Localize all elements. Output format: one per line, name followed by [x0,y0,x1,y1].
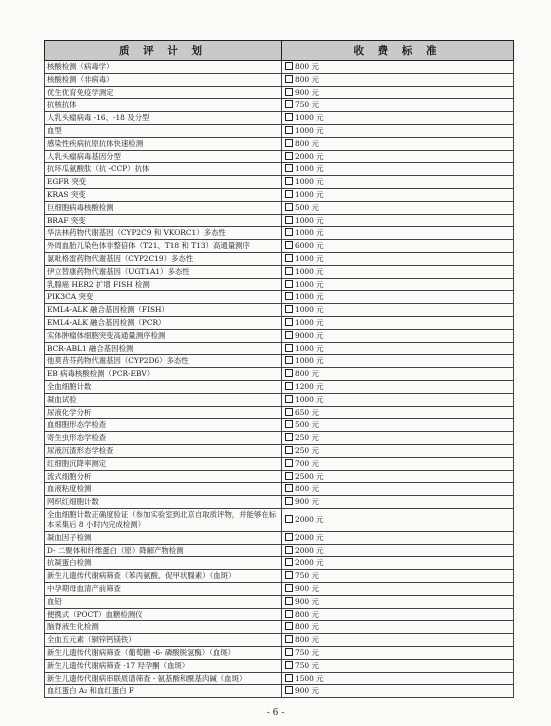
table-row [45,583,514,596]
fee-amount: 2000 元 [295,545,324,555]
fee-cell [282,61,514,74]
checkbox-icon[interactable] [285,318,293,326]
checkbox-icon[interactable] [285,484,293,492]
fee-cell [282,278,514,291]
fee-amount: 900 元 [295,584,319,594]
fee-cell [282,595,514,608]
checkbox-icon[interactable] [285,356,293,364]
table-row [45,483,514,496]
table-row [45,137,514,150]
fee-amount: 2000 元 [295,151,324,161]
quality-plan-item: 新生儿遗传代谢病筛查 -17 羟孕酮（血斑） [45,659,282,672]
fee-cell [282,531,514,544]
fee-cell [282,73,514,86]
quality-plan-item: 抗凝蛋白检测 [45,557,282,570]
fee-amount: 1000 元 [295,113,324,123]
checkbox-icon[interactable] [285,584,293,592]
checkbox-icon[interactable] [285,382,293,390]
checkbox-icon[interactable] [285,177,293,185]
quality-plan-item: 华法林药物代谢基因（CYP2C9 和 VKORC1）多态性 [45,227,282,240]
quality-plan-item: 脑脊液生化检测 [45,621,282,634]
quality-plan-item: 寄生虫形态学检查 [45,432,282,445]
quality-plan-item: 血型 [45,124,282,137]
quality-plan-item: 伊立替康药物代谢基因（UGT1A1）多态性 [45,265,282,278]
quality-plan-item: BRAF 突变 [45,214,282,227]
quality-plan-item: 乳腺癌 HER2 扩增 FISH 检测 [45,278,282,291]
fee-cell [282,227,514,240]
fee-cell [282,240,514,253]
fee-cell [282,342,514,355]
table-row [45,380,514,393]
quality-plan-item: 红细胞沉降率测定 [45,457,282,470]
fee-amount: 1000 元 [295,343,324,353]
quality-plan-item: 新生儿遗传代谢病筛查（葡萄糖 -6- 磷酸脱氢酶）（血斑） [45,647,282,660]
quality-plan-item: 感染性疾病抗原抗体快速检测 [45,137,282,150]
table-row [45,393,514,406]
quality-plan-item: EGFR 突变 [45,176,282,189]
checkbox-icon[interactable] [285,610,293,618]
fee-amount: 800 元 [295,62,319,71]
quality-plan-item: D- 二聚体和纤维蛋白（原）降解产物检测 [45,544,282,557]
fee-cell [282,124,514,137]
checkbox-icon[interactable] [285,267,293,275]
checkbox-icon[interactable] [285,190,293,198]
fee-amount: 800 元 [295,369,319,379]
checkbox-icon[interactable] [285,686,293,694]
quality-plan-item: 便携式（POCT）血糖检测仪 [45,608,282,621]
fee-amount: 1000 元 [295,189,324,199]
table-row [45,227,514,240]
table-body [45,61,514,698]
fee-amount: 700 元 [295,458,319,468]
fee-amount: 800 元 [295,622,319,632]
fee-cell [282,201,514,214]
fee-amount: 1000 元 [295,266,324,276]
fee-amount: 1000 元 [295,292,324,302]
table-row [45,368,514,381]
fee-amount: 900 元 [295,87,319,97]
fee-amount: 2500 元 [295,471,324,481]
fee-amount: 9000 元 [295,330,324,340]
table-row [45,444,514,457]
checkbox-icon[interactable] [285,305,293,313]
quality-plan-item: 优生优育免疫学测定 [45,86,282,99]
fee-column-header: 收 费 标 准 [282,41,514,61]
checkbox-icon[interactable] [285,369,293,377]
fee-cell [282,470,514,483]
fee-amount: 1000 元 [295,394,324,404]
fee-cell [282,483,514,496]
table-row [45,214,514,227]
fee-table [44,40,514,698]
table-row [45,685,514,698]
fee-cell [282,544,514,557]
table-row [45,621,514,634]
table-row [45,112,514,125]
fee-amount: 6000 元 [295,241,324,251]
table-row [45,316,514,329]
fee-cell [282,380,514,393]
fee-amount: 250 元 [295,433,319,443]
checkbox-icon[interactable] [285,254,293,262]
quality-plan-item: 人乳头瘤病毒基因分型 [45,150,282,163]
quality-plan-item: 实体肿瘤体细胞突变高通量测序检测 [45,329,282,342]
quality-plan-item: 新生儿遗传代谢病筛查（苯丙氨酸、促甲状腺素）（血斑） [45,570,282,583]
quality-plan-item: 血细胞形态学检查 [45,419,282,432]
fee-amount: 900 元 [295,596,319,606]
fee-cell [282,316,514,329]
checkbox-icon[interactable] [285,674,293,682]
quality-plan-item: EML4-ALK 融合基因检测（PCR） [45,316,282,329]
table-row [45,329,514,342]
checkbox-icon[interactable] [285,152,293,160]
table-row [45,672,514,685]
fee-cell [282,419,514,432]
quality-plan-item: 外周血胎儿染色体非整倍体（T21、T18 和 T13）高通量测序 [45,240,282,253]
checkbox-icon[interactable] [285,661,293,669]
fee-amount: 2000 元 [295,532,324,542]
quality-plan-item: 新生儿遗传代谢病串联质谱筛查 - 氨基酸和酰基肉碱（血斑） [45,672,282,685]
table-row [45,252,514,265]
checkbox-icon[interactable] [285,100,293,108]
checkbox-icon[interactable] [285,241,293,249]
table-row [45,496,514,509]
quality-plan-item: BCR-ABL1 融合基因检测 [45,342,282,355]
table-row [45,531,514,544]
fee-cell [282,137,514,150]
fee-cell [282,176,514,189]
fee-amount: 650 元 [295,407,319,417]
fee-amount: 800 元 [295,484,319,494]
table-row [45,557,514,570]
fee-cell [282,672,514,685]
quality-plan-item: 血红蛋白 A₂ 和血红蛋白 F [45,685,282,698]
table-row [45,432,514,445]
fee-amount: 1000 元 [295,215,324,225]
checkbox-icon[interactable] [285,497,293,505]
quality-plan-item: KRAS 突变 [45,188,282,201]
table-row [45,201,514,214]
quality-plan-item: 全血细胞计数 [45,380,282,393]
fee-cell [282,508,514,531]
checkbox-icon[interactable] [285,420,293,428]
table-row [45,124,514,137]
fee-cell [282,496,514,509]
fee-cell [282,86,514,99]
quality-plan-item: 全血细胞计数正确度验证（参加实验室到北京自取质评物，并能够在标本采集后 8 小时内完成检测） [45,508,282,531]
table-row [45,342,514,355]
fee-amount: 900 元 [295,497,319,507]
quality-plan-item: 核酸检测（非病毒） [45,73,282,86]
checkbox-icon[interactable] [285,344,293,352]
fee-cell [282,214,514,227]
quality-plan-item: 血铅 [45,595,282,608]
quality-plan-item: EML4-ALK 融合基因检测（FISH） [45,304,282,317]
fee-cell [282,112,514,125]
checkbox-icon[interactable] [285,164,293,172]
fee-amount: 1000 元 [295,177,324,187]
table-row [45,163,514,176]
fee-cell [282,99,514,112]
checkbox-icon[interactable] [285,280,293,288]
fee-amount: 1200 元 [295,381,324,391]
fee-cell [282,304,514,317]
table-row [45,188,514,201]
fee-cell [282,329,514,342]
fee-amount: 1000 元 [295,164,324,174]
table-row [45,355,514,368]
quality-plan-item: 网织红细胞计数 [45,496,282,509]
fee-cell [282,355,514,368]
checkbox-icon[interactable] [285,597,293,605]
quality-plan-item: 凝血试验 [45,393,282,406]
checkbox-icon[interactable] [285,408,293,416]
fee-cell [282,659,514,672]
quality-plan-item: 凝血因子检测 [45,531,282,544]
table-row [45,278,514,291]
fee-cell [282,252,514,265]
table-row [45,240,514,253]
fee-amount: 800 元 [295,609,319,619]
fee-cell [282,393,514,406]
quality-plan-item: 人乳头瘤病毒 -16、-18 及分型 [45,112,282,125]
quality-plan-item: 全血五元素（铜锌钙镁铁） [45,634,282,647]
quality-plan-item: 尿液化学分析 [45,406,282,419]
checkbox-icon[interactable] [285,515,293,523]
checkbox-icon[interactable] [285,292,293,300]
table-row [45,176,514,189]
quality-plan-item: 中孕期母血清产前筛查 [45,583,282,596]
fee-cell [282,621,514,634]
fee-amount: 2000 元 [295,514,324,524]
checkbox-icon[interactable] [285,126,293,134]
checkbox-icon[interactable] [285,331,293,339]
table-row [45,86,514,99]
table-row [45,99,514,112]
fee-amount: 2000 元 [295,558,324,568]
table-row [45,634,514,647]
fee-amount: 1000 元 [295,279,324,289]
checkbox-icon[interactable] [285,203,293,211]
table-row [45,608,514,621]
table-row [45,265,514,278]
checkbox-icon[interactable] [285,446,293,454]
fee-cell [282,291,514,304]
checkbox-icon[interactable] [285,533,293,541]
quality-plan-item: EB 病毒核酸检测（PCR-EBV） [45,368,282,381]
quality-plan-item: 他莫昔芬药物代谢基因（CYP2D6）多态性 [45,355,282,368]
fee-amount: 750 元 [295,648,319,658]
checkbox-icon[interactable] [285,88,293,96]
fee-cell [282,432,514,445]
fee-cell [282,265,514,278]
fee-amount: 750 元 [295,571,319,581]
fee-cell [282,163,514,176]
checkbox-icon[interactable] [285,459,293,467]
fee-cell [282,150,514,163]
fee-amount: 1500 元 [295,673,324,683]
table-row [45,457,514,470]
fee-cell [282,647,514,660]
checkbox-icon[interactable] [285,139,293,147]
table-row [45,304,514,317]
fee-amount: 750 元 [295,100,319,110]
checkbox-icon[interactable] [285,228,293,236]
fee-cell [282,583,514,596]
table-row [45,419,514,432]
checkbox-icon[interactable] [285,546,293,554]
fee-cell [282,608,514,621]
table-row [45,659,514,672]
fee-amount: 900 元 [295,686,319,696]
item-column-header: 质 评 计 划 [45,41,282,61]
fee-cell [282,457,514,470]
fee-cell [282,634,514,647]
quality-plan-item: 流式细胞分析 [45,470,282,483]
fee-cell [282,406,514,419]
quality-plan-item: 血液粘度检测 [45,483,282,496]
table-row [45,508,514,531]
fee-amount: 250 元 [295,445,319,455]
fee-amount: 500 元 [295,202,319,212]
checkbox-icon[interactable] [285,113,293,121]
fee-amount: 1000 元 [295,317,324,327]
quality-plan-item: 巨细胞病毒核酸检测 [45,201,282,214]
checkbox-icon[interactable] [285,622,293,630]
table-row [45,150,514,163]
table-row [45,570,514,583]
fee-amount: 1000 元 [295,305,324,315]
table-row [45,544,514,557]
fee-amount: 800 元 [295,138,319,148]
fee-cell [282,685,514,698]
fee-amount: 750 元 [295,660,319,670]
table-row [45,291,514,304]
fee-cell [282,368,514,381]
table-row [45,647,514,660]
checkbox-icon[interactable] [285,433,293,441]
table-row [45,61,514,74]
fee-amount: 1000 元 [295,356,324,366]
table-row [45,406,514,419]
checkbox-icon[interactable] [285,216,293,224]
fee-cell [282,444,514,457]
quality-plan-item: 抗核抗体 [45,99,282,112]
fee-cell [282,557,514,570]
checkbox-icon[interactable] [285,395,293,403]
checkbox-icon[interactable] [285,571,293,579]
quality-plan-item: 核酸检测（病毒学） [45,61,282,74]
quality-plan-item: 氯吡格雷药物代谢基因（CYP2C19）多态性 [45,252,282,265]
checkbox-icon[interactable] [285,75,293,83]
fee-amount: 1000 元 [295,125,324,135]
checkbox-icon[interactable] [285,648,293,656]
fee-amount: 1000 元 [295,228,324,238]
fee-amount: 500 元 [295,420,319,430]
checkbox-icon[interactable] [285,62,293,70]
fee-amount: 800 元 [295,635,319,645]
table-row [45,73,514,86]
checkbox-icon[interactable] [285,635,293,643]
page-number: - 6 - [266,708,285,718]
checkbox-icon[interactable] [285,472,293,480]
quality-plan-item: 抗环瓜氨酸肽（抗 -CCP）抗体 [45,163,282,176]
table-row [45,595,514,608]
checkbox-icon[interactable] [285,558,293,566]
quality-plan-item: 尿液沉渣形态学检查 [45,444,282,457]
fee-amount: 1000 元 [295,253,324,263]
table-row [45,470,514,483]
fee-cell [282,188,514,201]
quality-plan-item: PIK3CA 突变 [45,291,282,304]
fee-cell [282,570,514,583]
table-header-row [45,41,514,61]
fee-amount: 800 元 [295,74,319,84]
